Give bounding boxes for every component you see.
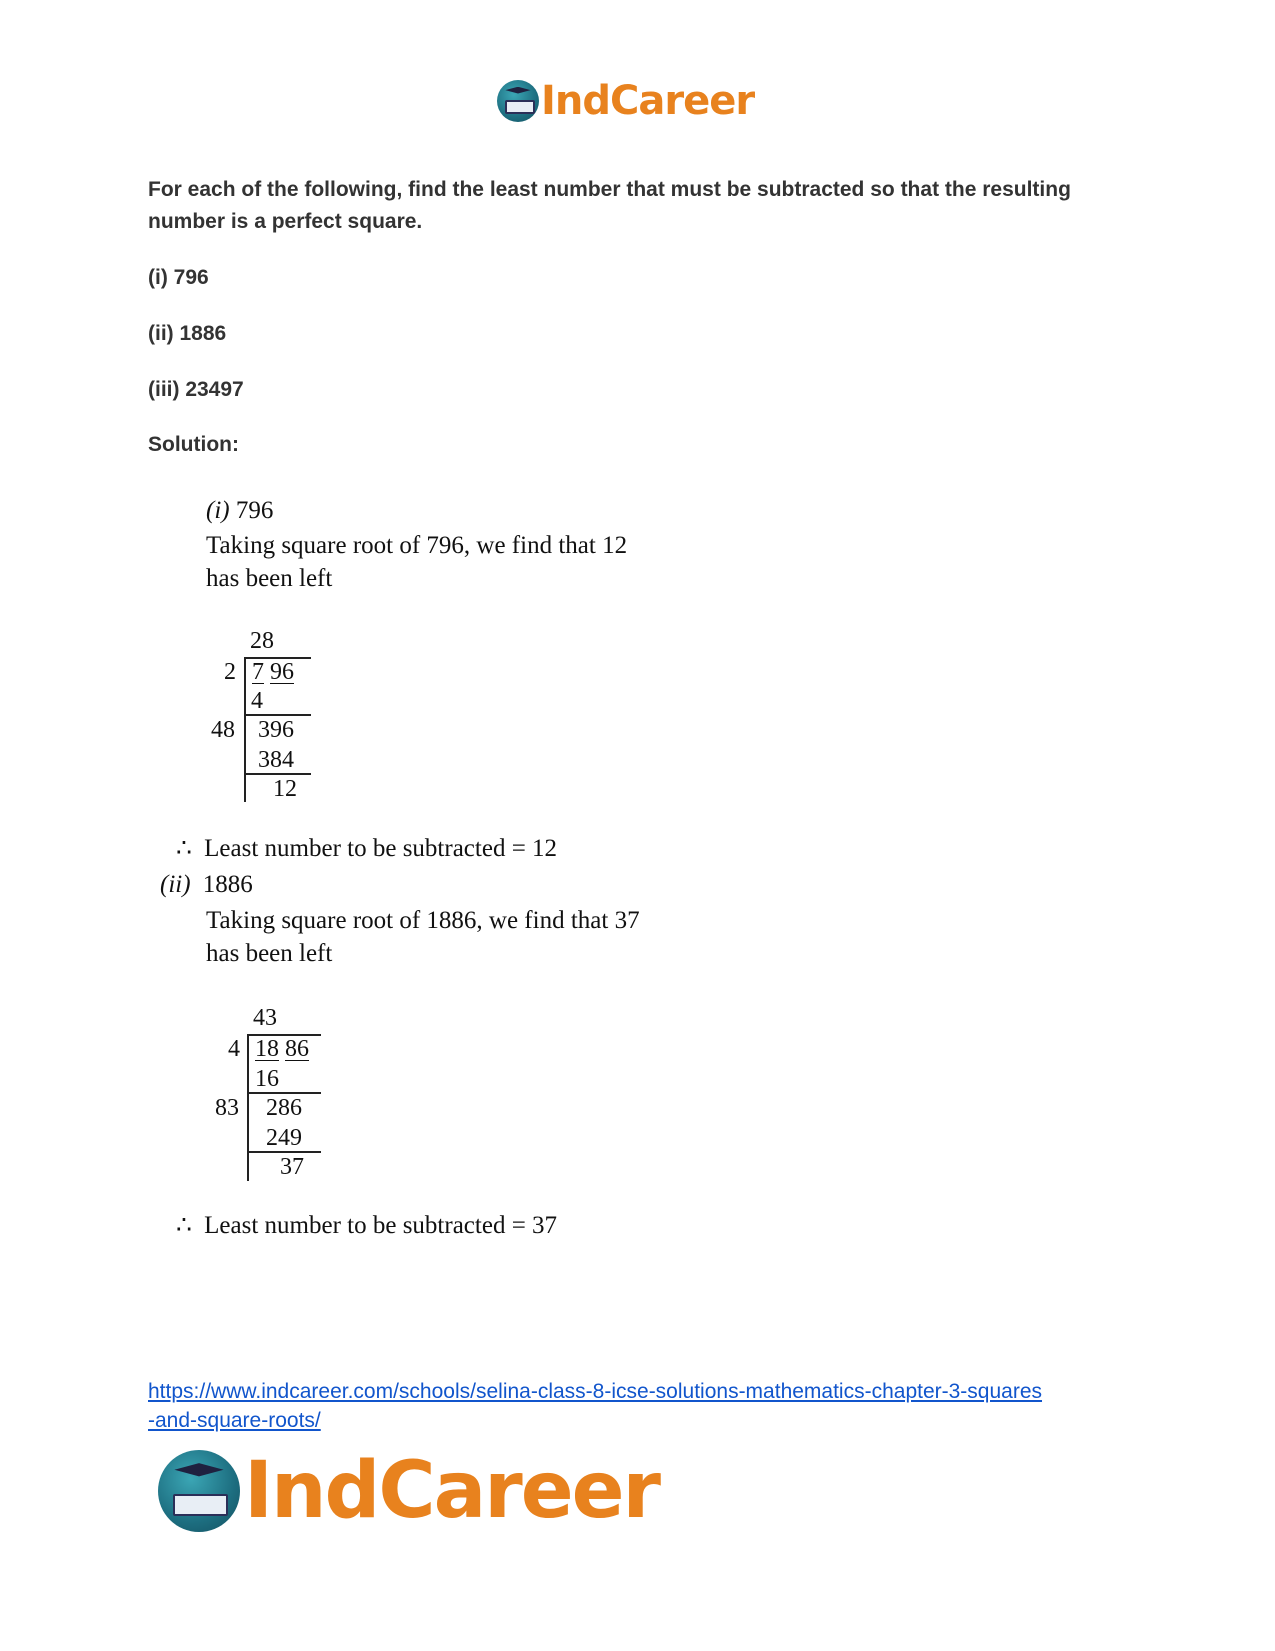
div2-rem1: 286: [266, 1095, 302, 1121]
div2-divisor1: 4: [228, 1036, 240, 1062]
question-part-2: (ii) 1886: [148, 322, 227, 345]
div1-dividend: [252, 659, 294, 685]
div1-sub2: 384: [258, 747, 294, 773]
div1-remainder: 12: [273, 776, 297, 802]
div1-sub1: 4: [251, 688, 263, 714]
div1-divisor2: 48: [211, 717, 235, 743]
div1-divisor1: 2: [224, 659, 236, 685]
div1-dividend-a: 7: [252, 659, 264, 685]
solution-part2-label: (ii): [160, 871, 191, 898]
solution-part1-number: 796: [235, 497, 274, 524]
div2-dividend: [255, 1036, 309, 1062]
div2-sub1: 16: [255, 1066, 279, 1092]
div2-dividend-a: 18: [255, 1036, 279, 1062]
div1-dividend-b: 96: [270, 659, 294, 685]
solution-part1-line2: has been left: [206, 565, 333, 592]
question-prompt: For each of the following, find the least number that must be subtracted so that the resulting number is a perfect square.: [148, 178, 1071, 233]
logo-globe-icon: [497, 80, 539, 122]
solution-part2-line1: Taking square root of 1886, we find that 37: [206, 907, 640, 934]
header-logo-text: IndCareer: [541, 78, 755, 124]
solution-part1-line1: Taking square root of 796, we find that 12: [206, 532, 628, 559]
div2-dividend-b: 86: [285, 1036, 309, 1062]
div2-sub2: 249: [266, 1125, 302, 1151]
solution-part2-number: 1886: [202, 871, 253, 898]
div1-quotient: 28: [250, 628, 274, 654]
solution-label: Solution:: [148, 433, 239, 456]
header-logo: [497, 78, 754, 124]
source-link[interactable]: [148, 1377, 1042, 1435]
solution-part2-line2: has been left: [206, 940, 333, 967]
div2-remainder: 37: [280, 1154, 304, 1180]
footer-logo-text: IndCareer: [244, 1446, 659, 1536]
div2-divisor2: 83: [215, 1095, 239, 1121]
solution-part1-heading: [206, 494, 273, 527]
source-link-line1[interactable]: https://www.indcareer.com/schools/selina-class-8-icse-solutions-mathematics-chapter-3-squares: [148, 1380, 1043, 1403]
question-part-3: (iii) 23497: [148, 378, 244, 401]
therefore-symbol: ∴: [176, 1212, 192, 1239]
logo-globe-icon: [158, 1450, 240, 1532]
solution-part1-conclusion: Least number to be subtracted = 12: [204, 835, 558, 862]
therefore-symbol: ∴: [176, 835, 192, 862]
solution-part2-heading: [160, 868, 253, 901]
source-link-line2[interactable]: -and-square-roots/: [148, 1409, 321, 1432]
solution-part1-conclusion-row: [176, 832, 557, 865]
solution-part2-conclusion-row: [176, 1209, 557, 1242]
solution-part2-conclusion: Least number to be subtracted = 37: [204, 1212, 558, 1239]
question-part-1: (i) 796: [148, 266, 209, 289]
solution-part1-label: (i): [206, 497, 230, 524]
div2-quotient: 43: [253, 1005, 277, 1031]
footer-logo: [158, 1446, 659, 1536]
div1-rem1: 396: [258, 717, 294, 743]
